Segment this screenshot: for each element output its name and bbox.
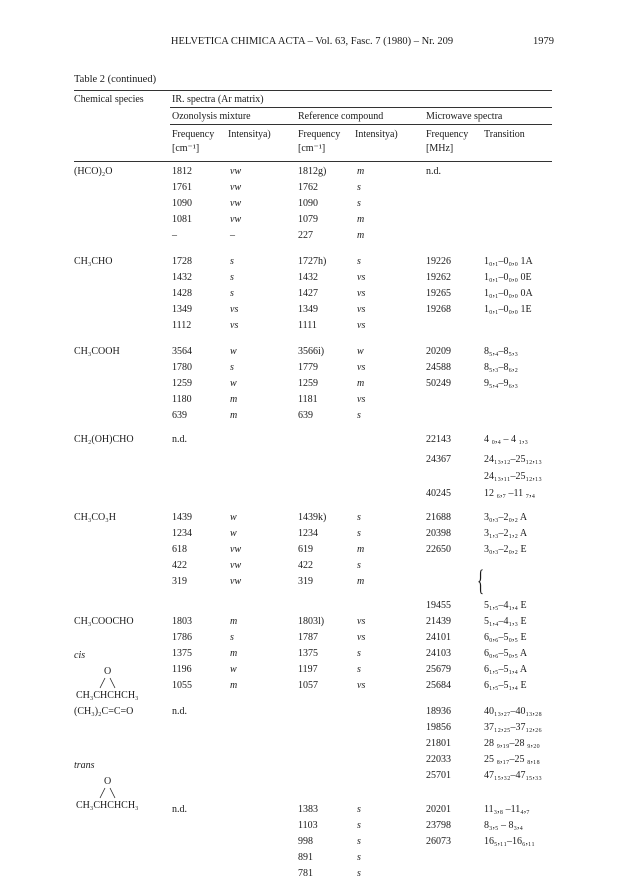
col-ir: IR. spectra (Ar matrix) [172, 94, 264, 105]
table-row [0, 453, 624, 467]
cell-transition: 9₅,₄–9₆,₃ [484, 378, 518, 389]
cell-ref-frequency: 1234 [298, 528, 318, 539]
col-microwave: Microwave spectra [426, 111, 503, 122]
table-row [0, 527, 624, 541]
cell-ref-frequency: 1181 [298, 394, 318, 405]
cell-mw-frequency: 18936 [426, 706, 451, 717]
cell-ref-frequency: 1812g) [298, 166, 327, 177]
cell-transition: 24₁₃,₁₁–25₁₂,₁₃ [484, 471, 542, 482]
cell-mw-frequency: 19262 [426, 272, 451, 283]
cell-mw-frequency: 21801 [426, 738, 451, 749]
cell-oz-frequency: 3564 [172, 346, 192, 357]
cell-oz-intensity: s [230, 256, 234, 267]
cell-mw-frequency: 19455 [426, 600, 451, 611]
cell-transition: 1₀,₁–0₀,₀ 0A [484, 288, 533, 299]
cell-oz-intensity: m [230, 680, 238, 691]
table-row [0, 409, 624, 423]
cell-transition: 1₀,₁–0₀,₀ 0E [484, 272, 532, 283]
cell-oz-frequency: 1259 [172, 378, 192, 389]
cell-ref-frequency: 1375 [298, 648, 318, 659]
cell-ref-frequency: 227 [298, 230, 313, 241]
table-row [0, 345, 624, 359]
cell-oz-intensity: s [230, 272, 234, 283]
cell-oz-intensity: m [230, 616, 238, 627]
cell-oz-intensity: vs [230, 304, 239, 315]
table-row [0, 851, 624, 865]
cell-mw-frequency: 22143 [426, 434, 451, 445]
cell-oz-frequency: 1349 [172, 304, 192, 315]
header-bottom-rule [74, 161, 552, 162]
table-row [0, 721, 624, 735]
col-transition: Transition [484, 129, 525, 140]
subgroup-rule [170, 124, 552, 125]
table-row [0, 487, 624, 501]
cell-oz-intensity: s [230, 362, 234, 373]
cell-mw-frequency: 25701 [426, 770, 451, 781]
cell-ref-frequency: 422 [298, 560, 313, 571]
cell-oz-intensity: m [230, 410, 238, 421]
cell-ref-intensity: s [357, 804, 361, 815]
cell-ref-intensity: m [357, 214, 365, 225]
cell-transition: 8₃,₅ – 8₃,₄ [484, 820, 523, 831]
cell-mw-frequency: 50249 [426, 378, 451, 389]
cell-mw-frequency: 25684 [426, 680, 451, 691]
cell-transition: 6₁,₅–5₁,₄ A [484, 664, 528, 675]
table-row [0, 631, 624, 645]
cell-ref-intensity: m [357, 166, 365, 177]
cell-ref-intensity: s [357, 648, 361, 659]
col-ref-unit: [cm⁻¹] [298, 143, 326, 154]
cell-mw-frequency: 21439 [426, 616, 451, 627]
cell-oz-intensity: – [230, 230, 235, 241]
cell-oz-frequency: 1803 [172, 616, 192, 627]
cell-ref-intensity: vs [357, 680, 366, 691]
cell-oz-frequency: 1090 [172, 198, 192, 209]
cell-species: CH₃CO₃H [74, 512, 116, 523]
col-oz-frequency: Frequency [172, 129, 215, 140]
cell-ref-frequency: 1349 [298, 304, 318, 315]
journal-title: HELVETICA CHIMICA ACTA – Vol. 63, Fasc. 7 (1980) – Nr. 209 [170, 36, 454, 47]
cell-transition: 28 ₉,₁₉–28 ₉,₂₀ [484, 738, 540, 749]
cell-transition: 6₀,₆–5₀,₅ E [484, 632, 527, 643]
cell-ref-intensity: m [357, 378, 365, 389]
cell-ref-frequency: 1103 [298, 820, 318, 831]
cell-oz-frequency: 1234 [172, 528, 192, 539]
cell-ref-frequency: 1787 [298, 632, 318, 643]
cell-ref-frequency: 1383 [298, 804, 318, 815]
table-row [0, 255, 624, 269]
table-row [0, 835, 624, 849]
cell-transition: 3₀,₃–2₀,₂ A [484, 512, 528, 523]
table-row [0, 615, 624, 629]
col-oz-unit: [cm⁻¹] [172, 143, 200, 154]
table-row [0, 213, 624, 227]
cell-oz-intensity: w [230, 378, 237, 389]
cell-transition: 25 ₈,₁₇–25 ₈,₁₈ [484, 754, 540, 765]
cell-transition: 11₃,₈ –11₄,₇ [484, 804, 530, 815]
cell-mw-frequency: 24103 [426, 648, 451, 659]
cell-ref-frequency: 1197 [298, 664, 318, 675]
cell-ref-frequency: 1259 [298, 378, 318, 389]
cell-ref-frequency: 891 [298, 852, 313, 863]
cell-mw-frequency: 40245 [426, 488, 451, 499]
table-row [0, 559, 624, 573]
cell-mw-frequency: n.d. [426, 166, 441, 177]
cell-ref-intensity: vs [357, 320, 366, 331]
cell-ref-intensity: s [357, 256, 361, 267]
col-reference: Reference compound [298, 111, 384, 122]
cell-transition: 5₁,₅–4₁,₄ E [484, 600, 527, 611]
table-caption: Table 2 (continued) [74, 74, 157, 85]
cell-ref-intensity: vs [357, 616, 366, 627]
trans-structure [76, 760, 176, 830]
cell-oz-frequency: n.d. [172, 706, 187, 717]
cell-ref-intensity: m [357, 576, 365, 587]
cell-ref-intensity: s [357, 528, 361, 539]
table-row [0, 599, 624, 613]
table-row [0, 543, 624, 557]
page-number: 1979 [533, 36, 554, 47]
cis-label: cis [74, 650, 86, 661]
cell-oz-intensity: w [230, 664, 237, 675]
oxygen-atom: O [104, 776, 112, 787]
cell-transition: 47₁₅,₃₂–47₁₅,₃₃ [484, 770, 542, 781]
cell-oz-frequency: 1375 [172, 648, 192, 659]
cell-ref-intensity: vs [357, 632, 366, 643]
cell-mw-frequency: 20209 [426, 346, 451, 357]
cell-ref-frequency: 1439k) [298, 512, 327, 523]
cell-ref-frequency: 781 [298, 868, 313, 879]
cell-oz-frequency: 1055 [172, 680, 192, 691]
cell-transition: 8₅,₃–8₆,₂ [484, 362, 518, 373]
col-ozonolysis: Ozonolysis mixture [172, 111, 251, 122]
table-row [0, 165, 624, 179]
col-oz-intensity: Intensitya) [228, 129, 271, 140]
cell-oz-intensity: s [230, 632, 234, 643]
cell-ref-intensity: w [357, 346, 364, 357]
ir-rule [170, 107, 552, 108]
cell-species: CH₃CHO [74, 256, 113, 267]
cell-oz-intensity: vw [230, 198, 242, 209]
cell-oz-frequency: n.d. [172, 434, 187, 445]
cell-transition: 16₅,₁₁–16₆,₁₁ [484, 836, 535, 847]
cell-oz-frequency: 319 [172, 576, 187, 587]
cell-transition: 3₀,₃–2₀,₂ E [484, 544, 527, 555]
cell-oz-intensity: vw [230, 166, 242, 177]
cell-transition: 1₀,₁–0₀,₀ 1A [484, 256, 533, 267]
table-row [0, 511, 624, 525]
cell-ref-frequency: 1762 [298, 182, 318, 193]
cell-ref-intensity: s [357, 182, 361, 193]
cell-ref-frequency: 1111 [298, 320, 317, 331]
cell-transition: 6₀,₆–5₀,₅ A [484, 648, 528, 659]
cell-species: CH₂(OH)CHO [74, 434, 134, 445]
cis-formula: CH₃CHCHCH₃ [76, 690, 139, 701]
cell-oz-frequency: 1428 [172, 288, 192, 299]
cell-species: (HCO)₂O [74, 166, 113, 177]
cell-ref-frequency: 1079 [298, 214, 318, 225]
cell-mw-frequency: 19856 [426, 722, 451, 733]
cell-oz-intensity: w [230, 528, 237, 539]
table-row [0, 575, 624, 589]
cell-oz-frequency: 1761 [172, 182, 192, 193]
cell-ref-frequency: 1727h) [298, 256, 327, 267]
cell-transition: 12 ₆,₇ –11 ₇,₄ [484, 488, 536, 499]
cell-oz-intensity: m [230, 648, 238, 659]
cell-oz-intensity: vw [230, 544, 242, 555]
table-row [0, 867, 624, 881]
cell-ref-frequency: 619 [298, 544, 313, 555]
cell-mw-frequency: 19268 [426, 304, 451, 315]
trans-label: trans [74, 760, 95, 771]
cell-ref-intensity: m [357, 230, 365, 241]
cell-mw-frequency: 22033 [426, 754, 451, 765]
cell-oz-frequency: 1812 [172, 166, 192, 177]
table-row [0, 303, 624, 317]
cell-ref-intensity: vs [357, 288, 366, 299]
cell-ref-intensity: s [357, 512, 361, 523]
col-mw-frequency: Frequency [426, 129, 469, 140]
cis-structure [76, 650, 176, 720]
cell-transition: 4 ₀,₄ – 4 ₁,₃ [484, 434, 528, 445]
cell-mw-frequency: 20398 [426, 528, 451, 539]
table-row [0, 361, 624, 375]
cell-mw-frequency: 21688 [426, 512, 451, 523]
cell-species: (CH₃)₂C=C=O [74, 706, 134, 717]
table-top-rule [74, 90, 552, 91]
trans-formula: CH₃CHCHCH₃ [76, 800, 139, 811]
cell-mw-frequency: 24367 [426, 454, 451, 465]
cell-oz-intensity: vw [230, 214, 242, 225]
cell-mw-frequency: 25679 [426, 664, 451, 675]
cell-ref-frequency: 319 [298, 576, 313, 587]
table-row [0, 287, 624, 301]
cell-mw-frequency: 22650 [426, 544, 451, 555]
cell-transition: 5₁,₄–4₁,₃ E [484, 616, 527, 627]
cell-oz-frequency: 1196 [172, 664, 192, 675]
cell-species: CH₃COOH [74, 346, 120, 357]
cell-mw-frequency: 19265 [426, 288, 451, 299]
table-row [0, 197, 624, 211]
table-row [0, 377, 624, 391]
cell-transition: 37₁₂,₂₅–37₁₂,₂₆ [484, 722, 542, 733]
epoxide-bonds [76, 760, 176, 820]
cell-oz-intensity: vw [230, 182, 242, 193]
cell-transition: 1₀,₁–0₀,₀ 1E [484, 304, 532, 315]
cell-oz-intensity: vw [230, 576, 242, 587]
cell-oz-frequency: 1786 [172, 632, 192, 643]
cell-mw-frequency: 23798 [426, 820, 451, 831]
cell-mw-frequency: 19226 [426, 256, 451, 267]
col-ref-intensity: Intensitya) [355, 129, 398, 140]
cell-oz-frequency: 639 [172, 410, 187, 421]
cell-ref-frequency: 1057 [298, 680, 318, 691]
table-row [0, 433, 624, 447]
table-row [0, 319, 624, 333]
cell-oz-intensity: vw [230, 560, 242, 571]
table-row [0, 181, 624, 195]
cell-ref-frequency: 1090 [298, 198, 318, 209]
cell-oz-frequency: 1081 [172, 214, 192, 225]
table-row [0, 393, 624, 407]
cell-oz-intensity: m [230, 394, 238, 405]
cell-ref-intensity: s [357, 198, 361, 209]
epoxide-bonds [76, 650, 176, 710]
cell-ref-frequency: 1432 [298, 272, 318, 283]
brace-glyph: { [477, 564, 485, 597]
cell-mw-frequency: 26073 [426, 836, 451, 847]
cell-transition: 6₁,₅–5₁,₄ E [484, 680, 527, 691]
cell-species: CH₃COOCHO [74, 616, 134, 627]
cell-transition: 24₁₃,₁₂–25₁₂,₁₃ [484, 454, 542, 465]
col-ref-frequency: Frequency [298, 129, 341, 140]
cell-ref-frequency: 1803l) [298, 616, 325, 627]
table-row [0, 737, 624, 751]
cell-ref-intensity: s [357, 820, 361, 831]
running-header [0, 36, 624, 50]
cell-ref-intensity: vs [357, 304, 366, 315]
cell-ref-intensity: vs [357, 394, 366, 405]
col-species: Chemical species [74, 94, 144, 105]
cell-ref-intensity: vs [357, 362, 366, 373]
cell-transition: 8₅,₄–8₅,₃ [484, 346, 518, 357]
cell-ref-intensity: s [357, 868, 361, 879]
col-mw-unit: [MHz] [426, 143, 454, 154]
cell-oz-intensity: s [230, 288, 234, 299]
cell-ref-intensity: s [357, 560, 361, 571]
cell-oz-frequency: 1180 [172, 394, 192, 405]
cell-mw-frequency: 20201 [426, 804, 451, 815]
cell-ref-intensity: s [357, 410, 361, 421]
cell-ref-frequency: 998 [298, 836, 313, 847]
cell-ref-intensity: s [357, 836, 361, 847]
cell-oz-frequency: 1780 [172, 362, 192, 373]
cell-ref-intensity: s [357, 664, 361, 675]
cell-ref-frequency: 639 [298, 410, 313, 421]
cell-oz-intensity: w [230, 346, 237, 357]
oxygen-atom: O [104, 666, 112, 677]
cell-transition: 3₁,₃–2₁,₂ A [484, 528, 528, 539]
cell-ref-frequency: 3566i) [298, 346, 325, 357]
cell-oz-frequency: 1112 [172, 320, 192, 331]
table-row [0, 271, 624, 285]
cell-oz-frequency: 422 [172, 560, 187, 571]
cell-mw-frequency: 24101 [426, 632, 451, 643]
cell-oz-intensity: w [230, 512, 237, 523]
cell-oz-frequency: – [172, 230, 177, 241]
cell-oz-frequency: n.d. [172, 804, 187, 815]
cell-oz-frequency: 1728 [172, 256, 192, 267]
table-row [0, 229, 624, 243]
cell-ref-frequency: 1427 [298, 288, 318, 299]
cell-mw-frequency: 24588 [426, 362, 451, 373]
cell-ref-intensity: m [357, 544, 365, 555]
table-row [0, 470, 624, 484]
cell-ref-intensity: s [357, 852, 361, 863]
cell-oz-frequency: 1432 [172, 272, 192, 283]
cell-ref-intensity: vs [357, 272, 366, 283]
cell-ref-frequency: 1779 [298, 362, 318, 373]
cell-oz-frequency: 618 [172, 544, 187, 555]
cell-oz-frequency: 1439 [172, 512, 192, 523]
cell-oz-intensity: vs [230, 320, 239, 331]
cell-transition: 40₁₃,₂₇–40₁₃,₂₈ [484, 706, 542, 717]
